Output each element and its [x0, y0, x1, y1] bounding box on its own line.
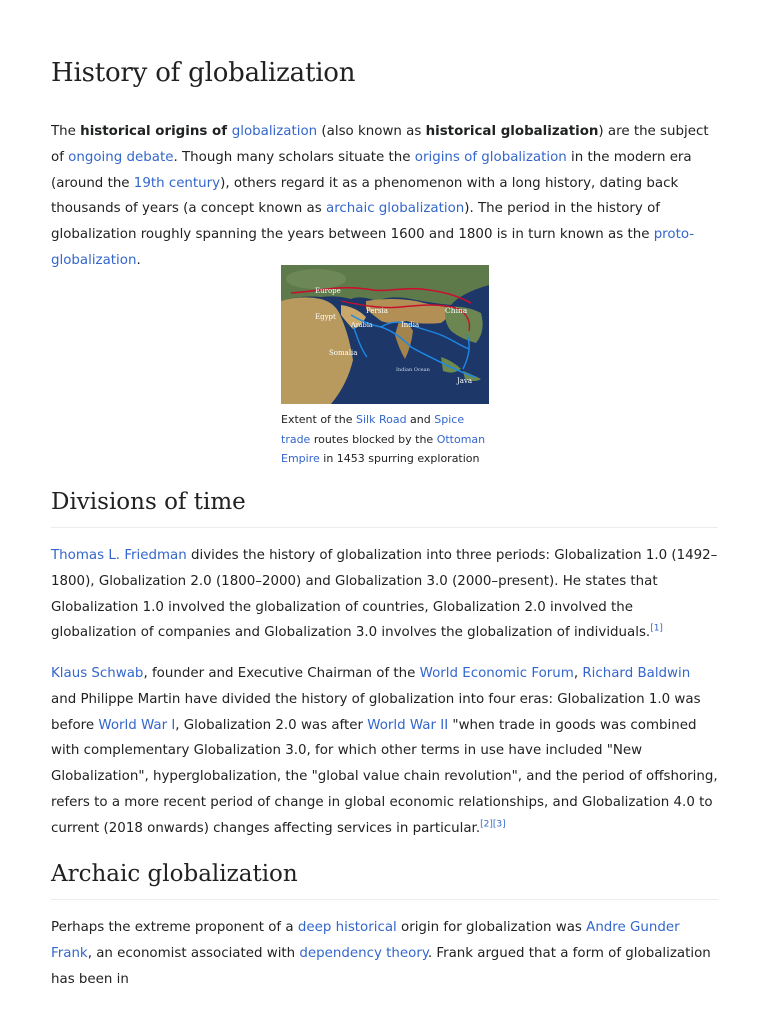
- page-title: History of globalization: [51, 58, 356, 88]
- map-label-egypt: Egypt: [315, 313, 336, 321]
- figure-caption: Extent of the Silk Road and Spice trade routes blocked by the Ottoman Empire in 1453 spurring exploration: [281, 413, 486, 465]
- figure-silk-road-map: [281, 265, 489, 469]
- link-deep-historical[interactable]: deep historical: [297, 920, 397, 935]
- link-ottoman-empire[interactable]: Ottoman Empire: [281, 432, 486, 465]
- heading-divisions-of-time: Divisions of time: [51, 489, 718, 528]
- silk-road-map-image[interactable]: [281, 265, 489, 404]
- link-thomas-friedman[interactable]: Thomas L. Friedman: [51, 548, 187, 563]
- link-richard-baldwin[interactable]: Richard Baldwin: [582, 666, 691, 681]
- link-origins-of-globalization[interactable]: origins of globalization: [414, 149, 567, 165]
- heading-archaic-globalization: Archaic globalization: [51, 861, 718, 900]
- divisions-paragraph-2: Klaus Schwab, founder and Executive Chairman of the World Economic Forum, Richard Baldwin and Philippe Martin have divided the history of globalization into four eras: Globalization 1.0 was before World War I, Globalization 2.0 was after World War II "when trade in goods was combined with complementary Globalization 3.0, for which other terms in use have included "New Globalization", hyperglobalization, the "global value chain revolution", and the period of offshoring, refers to a more recent period of change in global economic relationships, and Globalization 4.0 to current (2018 onwards) changes affecting services in particular.[2][3]: [51, 666, 718, 836]
- link-world-economic-forum[interactable]: World Economic Forum: [419, 666, 574, 681]
- link-archaic-globalization[interactable]: archaic globalization: [326, 201, 465, 217]
- map-label-europe: Europe: [315, 287, 341, 295]
- bold-term: historical globalization: [425, 124, 599, 139]
- link-19th-century[interactable]: 19th century: [133, 175, 221, 191]
- link-klaus-schwab[interactable]: Klaus Schwab: [51, 666, 144, 681]
- map-label-indian-ocean: Indian Ocean: [396, 367, 430, 373]
- map-label-china: China: [445, 306, 468, 315]
- map-label-somalia: Somalia: [329, 349, 358, 357]
- divisions-paragraph-1: Thomas L. Friedman divides the history of globalization into three periods: Globalization 1.0 (1492–1800), Globalization 2.0 (1800–2000) and Globalization 3.0 (2000–present). He states that Globalization 1.0 involved the globalization of countries, Globalization 2.0 involved the globalization of companies and Globalization 3.0 involves the globalization of individuals.[1]: [51, 548, 718, 641]
- link-world-war-i[interactable]: World War I: [98, 717, 176, 733]
- map-label-persia: Persia: [366, 307, 388, 315]
- link-proto-globalization[interactable]: proto-globalization: [51, 227, 695, 268]
- map-label-arabia: Arabia: [351, 321, 373, 329]
- bold-term: historical origins of: [80, 124, 232, 139]
- link-world-war-ii[interactable]: World War II: [367, 717, 449, 733]
- reference-link[interactable]: [2][3]: [480, 819, 506, 830]
- link-silk-road[interactable]: Silk Road: [355, 413, 407, 426]
- map-label-india: India: [401, 321, 420, 329]
- map-label-java: Java: [457, 377, 473, 385]
- link-dependency-theory[interactable]: dependency theory: [299, 945, 428, 961]
- link-andre-gunder-frank[interactable]: Andre Gunder Frank: [51, 920, 680, 961]
- archaic-paragraph-1: Perhaps the extreme proponent of a deep historical origin for globalization was Andre Gunder Frank, an economist associated with dependency theory. Frank argued that a form of globalization has been in: [51, 920, 711, 987]
- link-ongoing-debate[interactable]: ongoing debate: [68, 149, 174, 165]
- link-globalization[interactable]: globalization: [231, 124, 318, 139]
- link-spice-trade[interactable]: Spice trade: [281, 413, 465, 446]
- reference-link[interactable]: [1]: [650, 623, 663, 634]
- intro-paragraph: The historical origins of globalization (also known as historical globalization) are the subject of ongoing debate. Though many scholars situate the origins of globalization in the modern era (around the 19th century), others regard it as a phenomenon with a long history, dating back thousands of years (a concept known as archaic globalization). The period in the history of globalization roughly spanning the years between 1600 and 1800 is in turn known as the proto-globalization.: [51, 124, 709, 268]
